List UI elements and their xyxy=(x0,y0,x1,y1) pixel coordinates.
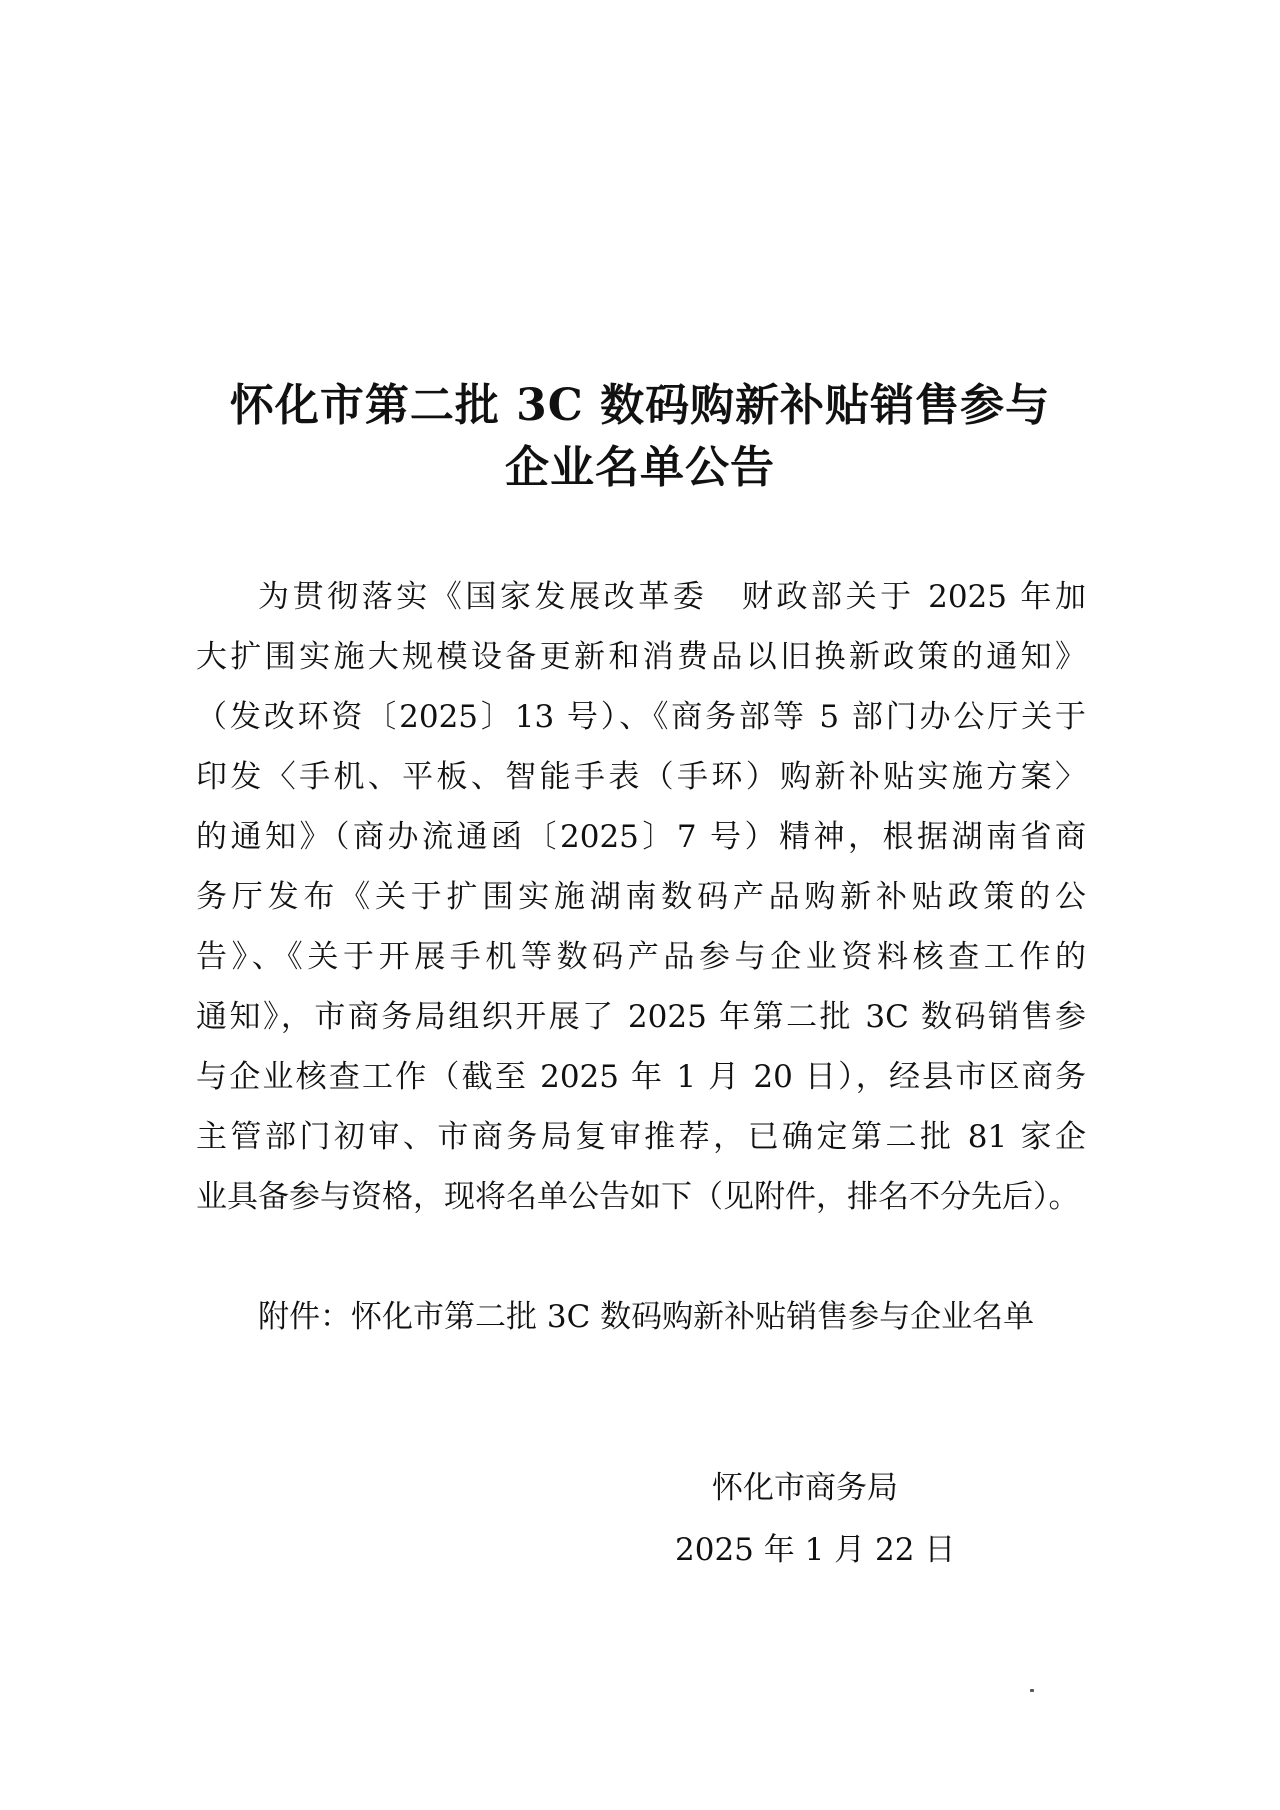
body-line-5: 的通知》（商办流通函〔2025〕7 号）精神，根据湖南省商 xyxy=(196,819,1086,855)
document-title-line-1: 怀化市第二批 3C 数码购新补贴销售参与 xyxy=(229,380,1051,431)
body-line-6: 务厅发布《关于扩围实施湖南数码产品购新补贴政策的公 xyxy=(196,879,1086,915)
body-line-11: 业具备参与资格，现将名单公告如下（见附件，排名不分先后）。 xyxy=(196,1179,1080,1215)
document-title-line-2: 企业名单公告 xyxy=(505,442,775,493)
body-line-1: 为贯彻落实《国家发展改革委 财政部关于 2025 年加 xyxy=(258,579,1086,615)
body-line-4: 印发〈手机、平板、智能手表（手环）购新补贴实施方案〉 xyxy=(196,759,1086,795)
body-line-9: 与企业核查工作（截至 2025 年 1 月 20 日），经县市区商务 xyxy=(196,1059,1086,1095)
issuer-name: 怀化市商务局 xyxy=(712,1470,898,1506)
body-line-10: 主管部门初审、市商务局复审推荐，已确定第二批 81 家企 xyxy=(196,1119,1086,1155)
page-speck xyxy=(1030,1689,1034,1692)
body-line-2: 大扩围实施大规模设备更新和消费品以旧换新政策的通知》 xyxy=(196,639,1086,675)
issue-date: 2025 年 1 月 22 日 xyxy=(675,1532,956,1568)
body-line-3: （发改环资〔2025〕13 号）、《商务部等 5 部门办公厅关于 xyxy=(196,699,1086,735)
body-line-8: 通知》，市商务局组织开展了 2025 年第二批 3C 数码销售参 xyxy=(196,999,1086,1035)
attachment-note: 附件：怀化市第二批 3C 数码购新补贴销售参与企业名单 xyxy=(258,1299,1035,1335)
body-line-7: 告》、《关于开展手机等数码产品参与企业资料核查工作的 xyxy=(196,939,1086,975)
